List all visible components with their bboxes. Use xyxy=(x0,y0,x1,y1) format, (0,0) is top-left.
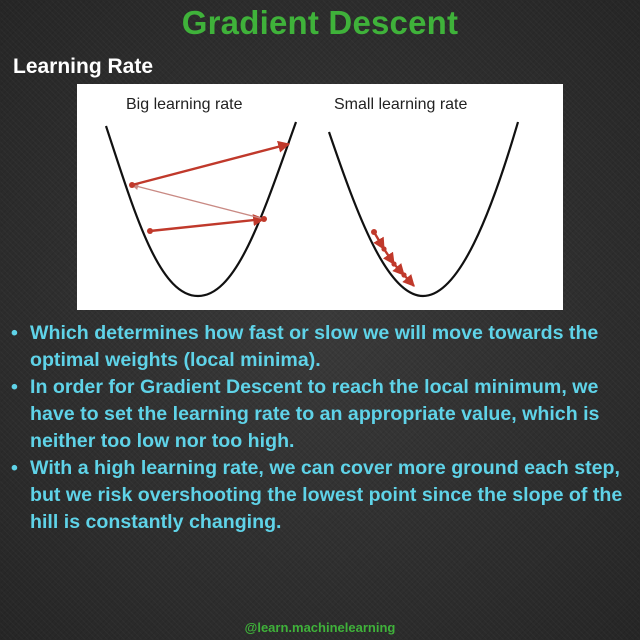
big-step-point-1 xyxy=(147,228,153,234)
big-rate-loss-curve xyxy=(106,122,296,296)
small-rate-loss-curve xyxy=(329,122,518,296)
small-step-point-2 xyxy=(381,246,386,251)
big-step-3-arrow xyxy=(132,144,289,185)
small-step-point-1 xyxy=(371,229,377,235)
bullet-marker: • xyxy=(11,376,18,398)
small-step-2-arrow xyxy=(384,249,394,264)
bullet-item xyxy=(10,455,632,536)
bullet-text: In order for Gradient Descent to reach the local minimum, we have to set the learning rate to an appropriate value, which is neither too low nor too high. xyxy=(30,376,600,452)
bullet-marker: • xyxy=(11,457,18,479)
page-title: Gradient Descent xyxy=(181,4,459,41)
bullet-list xyxy=(10,320,632,536)
bullet-text: With a high learning rate, we can cover more ground each step, but we risk overshooting the lowest point since the slope of the hill is constantly changing. xyxy=(30,457,623,533)
big-step-point-3 xyxy=(129,182,135,188)
bullet-item xyxy=(10,320,632,374)
big-step-point-2 xyxy=(261,216,267,222)
bullet-item xyxy=(10,374,632,455)
learning-rate-diagram xyxy=(77,84,563,310)
big-step-2-arrow xyxy=(132,185,264,219)
diagram-svg xyxy=(77,84,563,310)
bullet-marker: • xyxy=(11,322,18,344)
small-step-point-4 xyxy=(401,272,406,277)
big-learning-rate-label: Big learning rate xyxy=(126,96,243,113)
small-step-point-3 xyxy=(391,261,396,266)
small-learning-rate-label: Small learning rate xyxy=(334,96,468,113)
footer-handle[interactable]: @learn.machinelearning xyxy=(244,620,396,635)
section-subtitle: Learning Rate xyxy=(13,55,154,78)
big-step-1-arrow xyxy=(150,219,264,231)
bullet-text: Which determines how fast or slow we will move towards the optimal weights (local minima). xyxy=(30,322,599,371)
